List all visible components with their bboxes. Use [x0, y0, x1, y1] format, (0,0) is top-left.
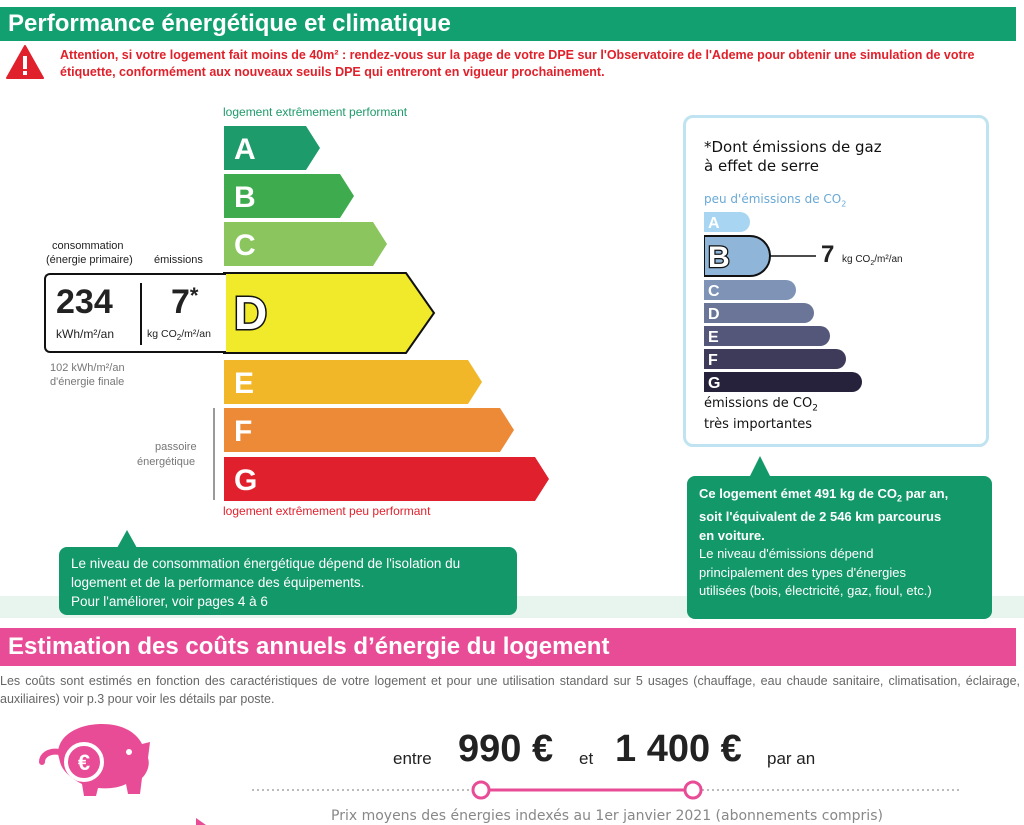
emissions-label: émissions [154, 254, 203, 266]
cost-per-year: par an [767, 749, 816, 768]
energy-callout: Le niveau de consommation énergétique dépend de l'isolation du logement et de la performance des équipements. Pour l'améliorer, voir pages 4 à 6 [59, 547, 517, 615]
energy-class-bar-e [224, 360, 482, 404]
cost-between: entre [393, 749, 432, 768]
energy-class-bar-g [224, 457, 549, 501]
cost-low: 990 € [458, 728, 554, 770]
ges-class-bar-g [704, 372, 862, 392]
emissions-value: 7 [171, 283, 190, 321]
warning-icon [6, 44, 44, 80]
ges-value: 7 [821, 241, 835, 268]
value-box [44, 273, 226, 353]
costs-section-title: Estimation des coûts annuels d’énergie du logement [0, 628, 1016, 666]
ges-title: *Dont émissions de gaz à effet de serre [704, 138, 882, 175]
ges-class-bar-d [704, 303, 814, 323]
energy-class-letter-f: F [234, 415, 253, 448]
consumption-value: 234 [56, 283, 113, 321]
value-divider [140, 283, 142, 345]
warning-text: Attention, si votre logement fait moins de 40m² : rendez-vous sur la page de votre DPE sur l'Observatoire de l'Ademe pour obtenir une simulation de votre étiquette, conformément aux nouveaux seuils DPE qui entreront en vigueur prochainement. [60, 48, 975, 79]
ges-class-letter-d: D [708, 306, 720, 323]
emissions-star: * [189, 283, 199, 308]
consumption-unit: kWh/m²/an [56, 327, 115, 341]
bottom-performance-label: logement extrêmement peu performant [223, 504, 431, 518]
range-low-marker [473, 782, 489, 798]
ges-bottom-label: émissions de $CO_2$ très importantes [704, 396, 818, 432]
final-energy-label: d'énergie finale [50, 376, 125, 388]
cost-footnote: Prix moyens des énergies indexés au 1er janvier 2021 (abonnements compris) [331, 808, 883, 824]
top-performance-label: logement extrêmement performant [223, 105, 408, 119]
energy-class-bar-f [224, 408, 514, 452]
ges-callout-pointer [750, 456, 770, 476]
final-energy-value: 102 kWh/m²/an [50, 362, 125, 374]
energy-class-letter-d: D [234, 287, 268, 339]
ges-class-letter-g: G [708, 375, 721, 392]
svg-text:€: € [77, 750, 91, 775]
energy-label-chart [210, 120, 570, 520]
energy-class-letter-e: E [234, 367, 255, 400]
cost-and: et [579, 749, 594, 768]
energy-class-letter-g: G [234, 464, 258, 497]
ges-callout: Ce logement émet 491 kg de $CO_2$ par an, soit l'équivalent de 2 546 km parcourus en voiture. Le niveau d'émissions dépend principalement des types d'énergies utilisées (bois, électricité, gaz, fioul, etc.) [687, 476, 992, 619]
performance-section-title: Performance énergétique et climatique [0, 7, 1016, 41]
energy-class-letter-c: C [234, 229, 256, 262]
primary-energy-label: (énergie primaire) [46, 254, 133, 266]
ges-class-bar-e [704, 326, 830, 346]
consumption-label: consommation [52, 240, 124, 252]
ges-class-letter-e: E [708, 329, 719, 346]
passoire-label-2: énergétique [137, 456, 196, 468]
range-high-marker [685, 782, 701, 798]
cost-high: 1 400 € [615, 728, 742, 770]
piggy-bank-euro-icon [36, 718, 152, 800]
emissions-unit: kg $CO_2/m^2/an$ [147, 328, 211, 343]
ges-class-letter-b: B [708, 241, 730, 274]
cost-range-line [252, 779, 962, 801]
ges-unit: kg $CO_2/m^2/an$ [842, 254, 903, 267]
energy-class-letter-b: B [234, 181, 256, 214]
arrow-icon [196, 818, 206, 825]
ges-card [683, 115, 989, 447]
ges-label-chart [704, 210, 984, 395]
ges-class-letter-f: F [708, 352, 718, 369]
costs-description: Les coûts sont estimés en fonction des caractéristiques de votre logement et pour une utilisation standard sur 5 usages (chauffage, eau chaude sanitaire, climatisation, éclairage, auxiliaires) voir p.3 pour voir les détails par poste. [0, 674, 1020, 706]
passoire-label: passoire [155, 441, 197, 453]
ges-top-label: peu d'émissions de $CO_2$ [704, 192, 847, 209]
energy-class-letter-a: A [234, 133, 256, 166]
ges-class-bar-f [704, 349, 846, 369]
callout-pointer [117, 530, 137, 548]
ges-class-letter-a: A [708, 215, 720, 232]
ges-class-letter-c: C [708, 283, 720, 300]
